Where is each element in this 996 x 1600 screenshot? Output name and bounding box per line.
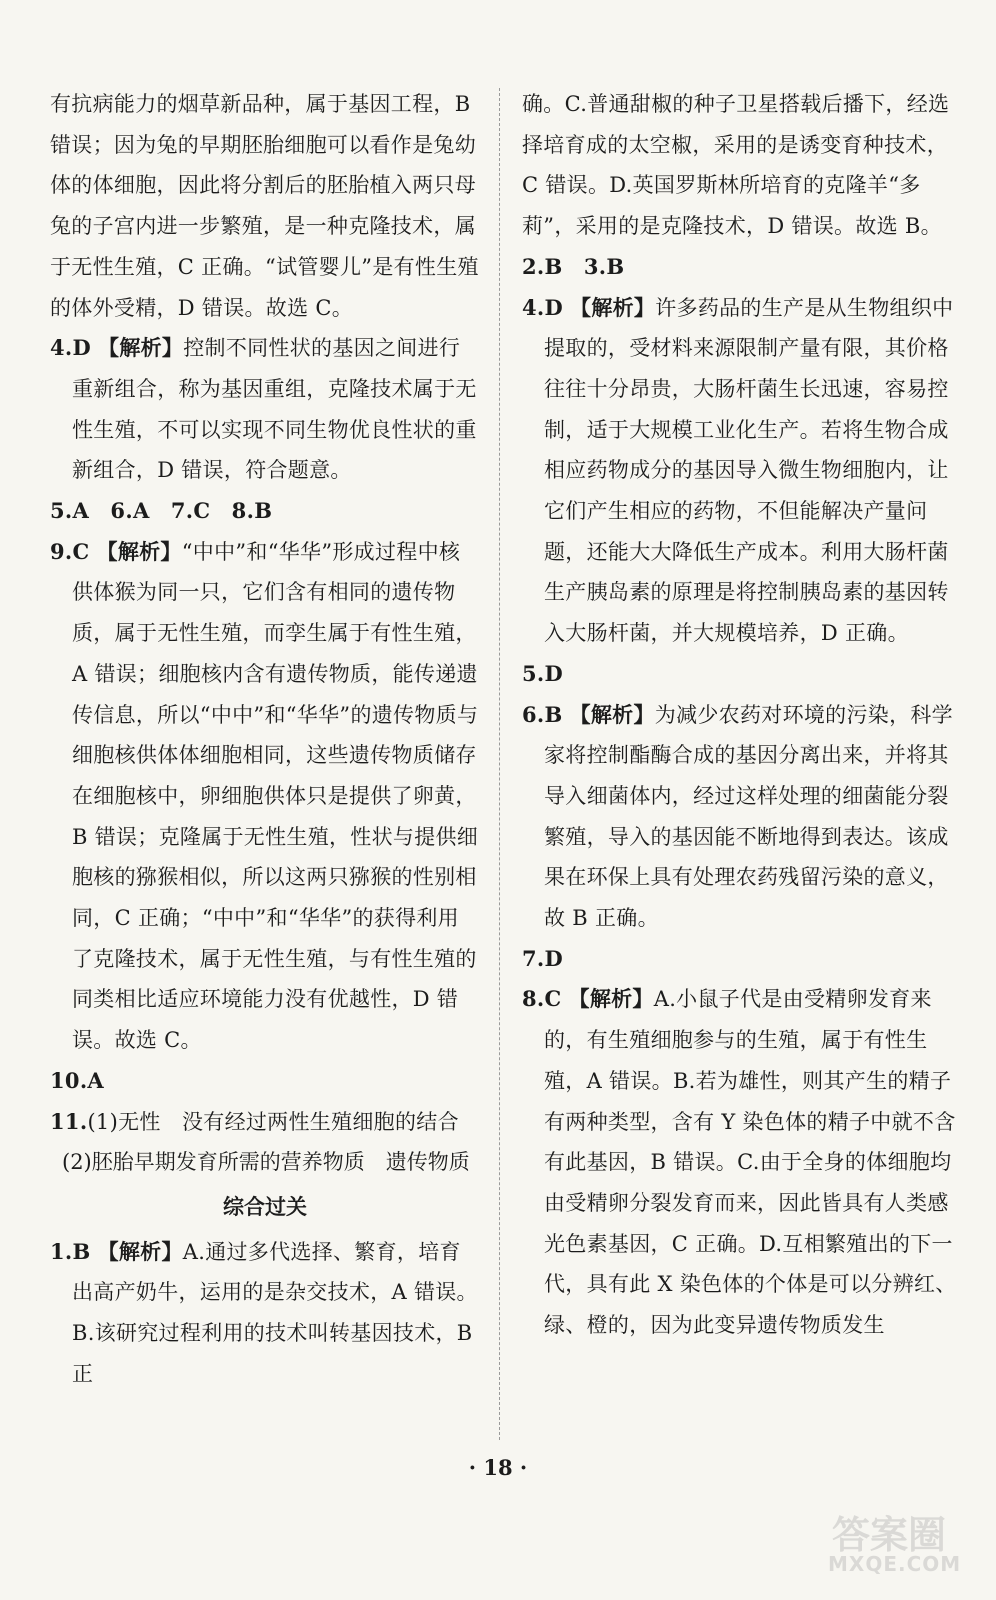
answer-item-6 xyxy=(522,695,962,939)
analysis-tag: 【解析】 xyxy=(569,701,655,727)
answer-number: 10.A xyxy=(50,1067,105,1093)
answer-11-part-2: (2)胚胎早期发育所需的营养物质 遗传物质 xyxy=(62,1150,470,1175)
answer-number: 8.C xyxy=(522,986,562,1012)
watermark-logo xyxy=(824,1498,974,1578)
analysis-tag: 【解析】 xyxy=(96,538,182,564)
answer-number: 9.C xyxy=(50,538,90,564)
answer-number: 1.B xyxy=(50,1238,91,1264)
answer-number: 6.B xyxy=(522,701,563,727)
right-column xyxy=(522,84,962,1346)
left-column xyxy=(50,84,480,1395)
answer-item-s1 xyxy=(50,1232,480,1395)
answer-number: 5.A 6.A 7.C 8.B xyxy=(50,498,273,524)
analysis-tag: 【解析】 xyxy=(97,1238,183,1264)
section-title: 综合过关 xyxy=(223,1193,307,1219)
answer-continuation: 确。C.普通甜椒的种子卫星搭载后播下，经选择培育成的太空椒，采用的是诱变育种技术，C 错误。D.英国罗斯林所培育的克隆羊“多莉”，采用的是克隆技术，D 错误。故选 B。 xyxy=(522,92,950,239)
answer-item-5 xyxy=(522,654,962,695)
answer-number: 4.D xyxy=(50,335,92,361)
answer-item-9 xyxy=(50,532,480,1061)
watermark-domain: MXQE.COM xyxy=(828,1552,962,1576)
answer-number: 11. xyxy=(50,1108,88,1134)
analysis-tag: 【解析】 xyxy=(98,335,184,361)
answer-number: 7.D xyxy=(522,945,564,971)
analysis-text: A.小鼠子代是由受精卵发育来的，有生殖细胞参与的生殖，属于有性生殖，A 错误。B.若为雄性，则其产生的精子有两种类型，含有 Y 染色体的精子中就不含有此基因，B 错误。C.由于全身的体细胞均由受精卵分裂发育而来，因此皆具有人类感光色素基因，C 正确。D.互相繁殖出的下一代，具有此 X 染色体的个体是可以分辨红、绿、橙的，因为此变异遗传物质发生 xyxy=(544,987,957,1338)
analysis-text: 许多药品的生产是从生物组织中提取的，受材料来源限制产量有限，其价格往往十分昂贵，大肠杆菌生长迅速，容易控制，适于大规模工业化生产。若将生物合成相应药物成分的基因导入微生物细胞内，让它们产生相应的药物，不但能解决产量问题，还能大大降低生产成本。利用大肠杆菌生产胰岛素的原理是将控制胰岛素的基因转入大肠杆菌，并大规模培养，D 正确。 xyxy=(544,295,954,646)
answer-item-4 xyxy=(50,328,480,491)
answer-item-11 xyxy=(50,1102,480,1143)
answer-number: 4.D xyxy=(522,294,564,320)
answer-item-10 xyxy=(50,1061,480,1102)
answer-11-part-1: (1)无性 没有经过两性生殖细胞的结合 xyxy=(87,1109,459,1134)
page-number: · 18 · xyxy=(468,1455,528,1480)
answer-item-4 xyxy=(522,288,962,654)
analysis-tag: 【解析】 xyxy=(568,986,654,1012)
answer-items-5-8 xyxy=(50,491,480,532)
column-divider xyxy=(499,88,500,1440)
analysis-text: A.通过多代选择、繁育，培育出高产奶牛，运用的是杂交技术，A 错误。B.该研究过程利用的技术叫转基因技术，B 正 xyxy=(72,1239,478,1386)
watermark-text: 答案圈 xyxy=(832,1513,947,1557)
answer-item-8 xyxy=(522,979,962,1345)
answer-item-7 xyxy=(522,939,962,980)
analysis-text: 为减少农药对环境的污染，科学家将控制酯酶合成的基因分离出来，并将其导入细菌体内，经过这样处理的细菌能分裂繁殖，导入的基因能不断地得到表达。该成果在环保上具有处理农药残留污染的意义，故 B 正确。 xyxy=(544,702,953,931)
answer-number: 2.B 3.B xyxy=(522,253,625,279)
answer-number: 5.D xyxy=(522,660,564,686)
analysis-text: “中中”和“华华”形成过程中核供体猴为同一只，它们含有相同的遗传物质，属于无性生殖，而孪生属于有性生殖，A 错误；细胞核内含有遗传物质，能传递遗传信息，所以“中中”和“华华”的遗传物质与细胞核供体体细胞相同，这些遗传物质储存在细胞核中，卵细胞供体只是提供了卵黄，B 错误；克隆属于无性生殖，性状与提供细胞核的猕猴相似，所以这两只猕猴的性别相同，C 正确；“中中”和“华华”的获得利用了克隆技术，属于无性生殖，与有性生殖的同类相比适应环境能力没有优越性，D 错误。故选 C。 xyxy=(72,539,479,1053)
analysis-text: 控制不同性状的基因之间进行重新组合，称为基因重组，克隆技术属于无性生殖，不可以实现不同生物优良性状的重新组合，D 错误，符合题意。 xyxy=(72,336,477,483)
answer-items-2-3 xyxy=(522,247,962,288)
analysis-tag: 【解析】 xyxy=(570,294,656,320)
answer-continuation: 有抗病能力的烟草新品种，属于基因工程，B 错误；因为兔的早期胚胎细胞可以看作是兔幼体的体细胞，因此将分割后的胚胎植入两只母兔的子宫内进一步繁殖，是一种克隆技术，属于无性生殖，C 正确。“试管婴儿”是有性生殖的体外受精，D 错误。故选 C。 xyxy=(50,92,479,320)
